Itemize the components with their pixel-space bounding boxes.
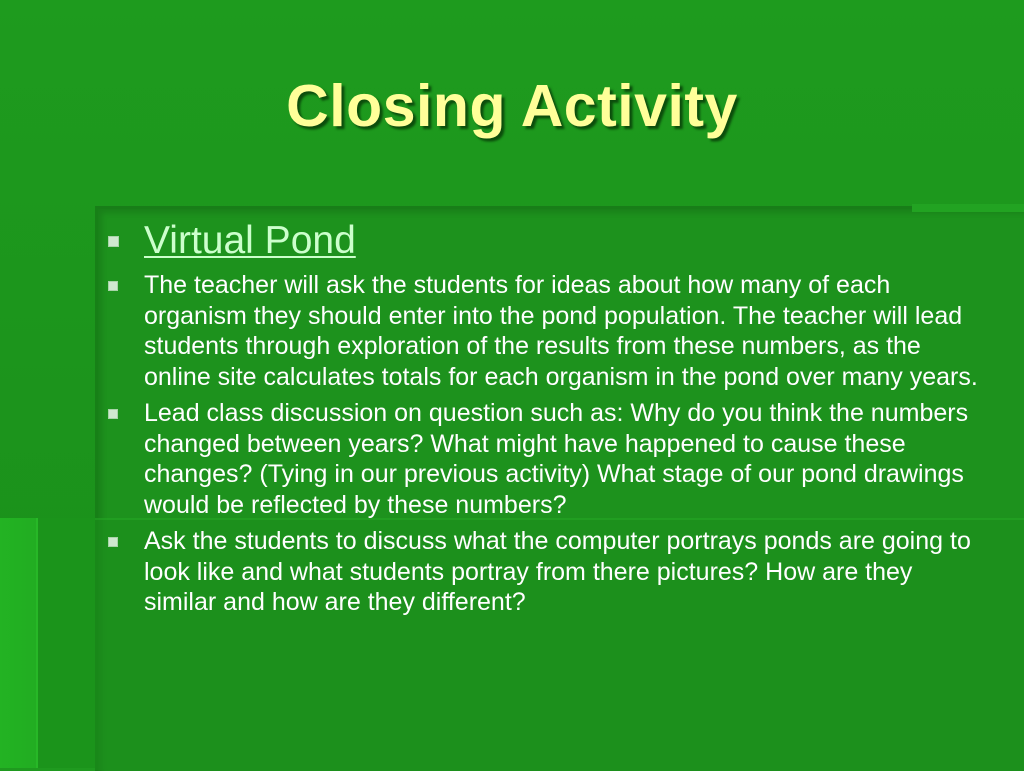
bullet-item-virtual-pond: [100, 218, 990, 264]
bullet-text: The teacher will ask the students for ideas about how many of each organism they should enter into the pond population. The teacher will lead students through exploration of the results from these numbers, as the online site calculates totals for each organism in the pond over many years.: [144, 271, 978, 391]
slide-title: Closing Activity: [286, 73, 738, 139]
bullet-list: [100, 218, 990, 618]
virtual-pond-link[interactable]: Virtual Pond: [144, 219, 356, 262]
square-bullet-icon: [108, 236, 119, 247]
bullet-item-class-discussion: [100, 398, 990, 520]
slide-body: [100, 218, 990, 624]
bullet-item-teacher-ideas: [100, 270, 990, 392]
square-bullet-icon: [108, 281, 118, 291]
decorative-strip: [36, 518, 98, 768]
decorative-panel-accent: [912, 204, 1024, 212]
square-bullet-icon: [108, 537, 118, 547]
square-bullet-icon: [108, 409, 118, 419]
bullet-text: Lead class discussion on question such as: Why do you think the numbers changed between years? What might have happened to cause these changes? (Tying in our previous activity) What stage of our pond drawings would be reflected by these numbers?: [144, 399, 969, 519]
bullet-text: Ask the students to discuss what the computer portrays ponds are going to look like and what students portray from there pictures? How are they similar and how are they different?: [144, 527, 971, 616]
bullet-item-compare-portrayals: [100, 526, 990, 618]
